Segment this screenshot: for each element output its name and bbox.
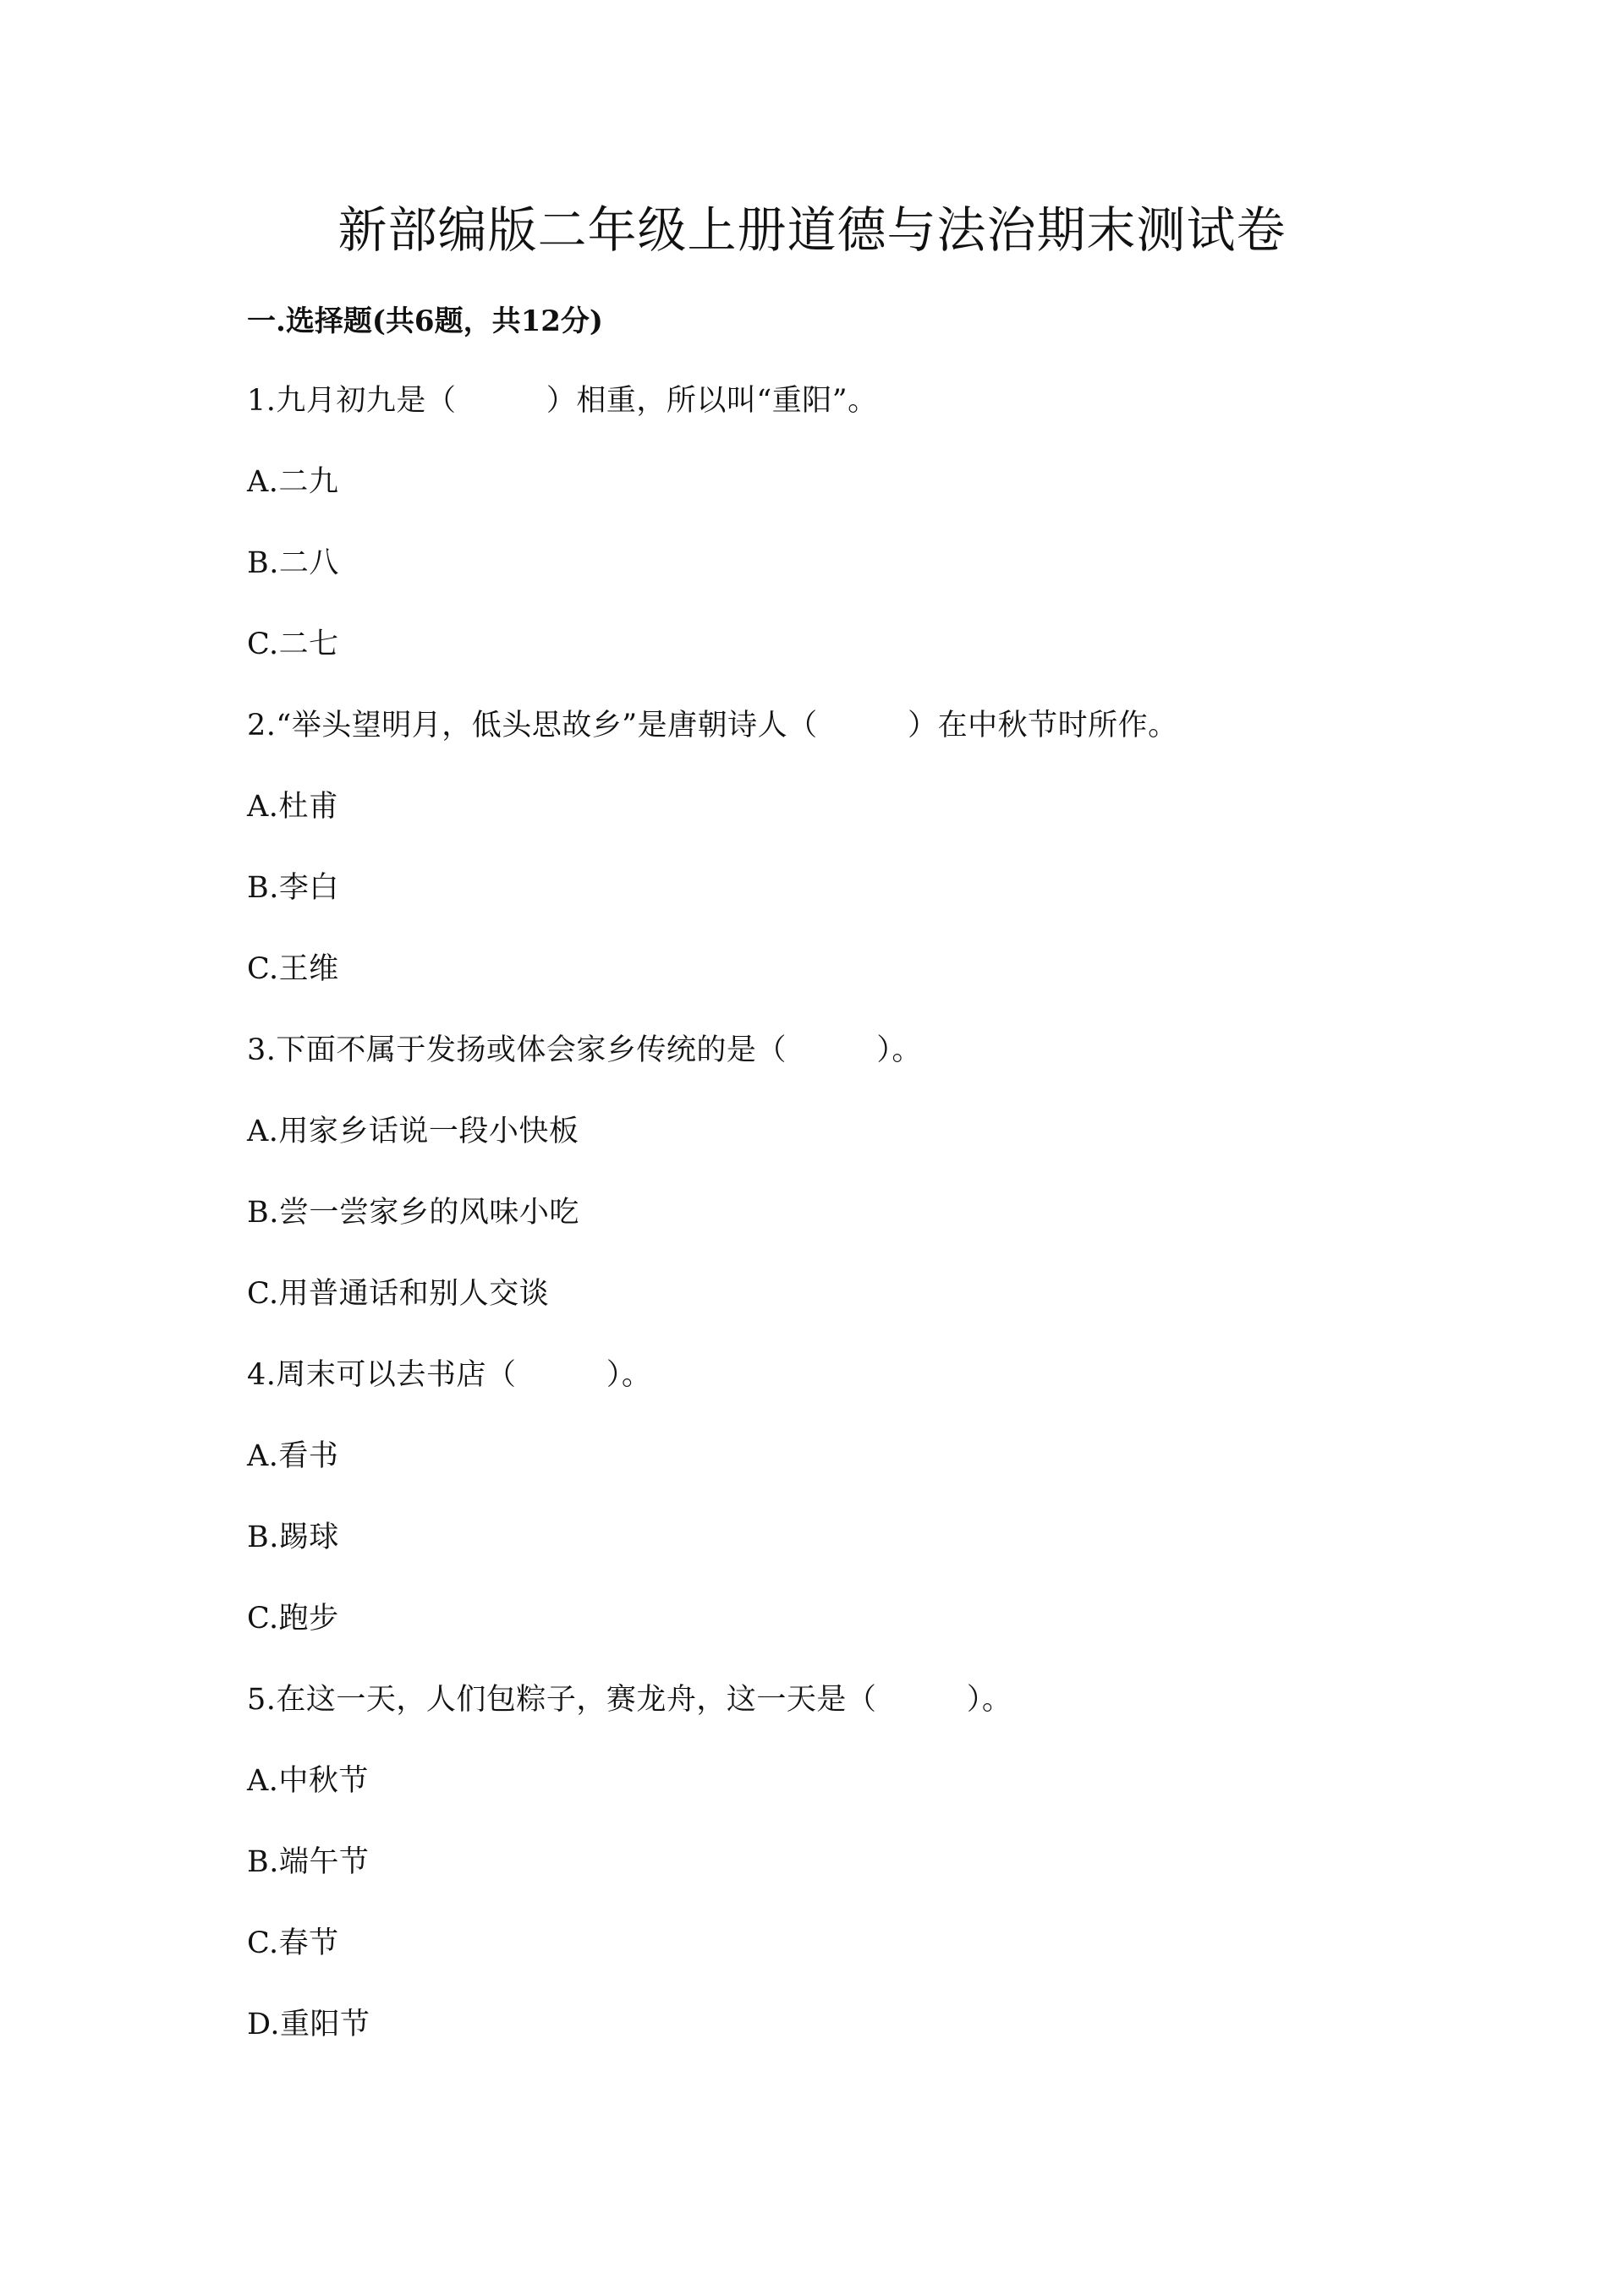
option-c: C.二七 [247,627,339,661]
option-b: B.尝一尝家乡的风味小吃 [247,1196,579,1230]
option-b: B.二八 [247,546,339,580]
option-b: B.李白 [247,871,339,905]
option-c: C.跑步 [247,1602,339,1636]
option-d: D.重阳节 [247,2008,370,2041]
question-stem: 1.九月初九是（ ）相重，所以叫“重阳”。 [247,384,878,418]
option-b: B.踢球 [247,1521,339,1554]
option-a: A.中秋节 [247,1764,369,1798]
question-4 [247,1355,1397,1639]
question-stem: 4.周末可以去书店（ ）。 [247,1358,652,1392]
option-c: C.春节 [247,1926,339,1960]
question-3 [247,1030,1397,1314]
question-5 [247,1680,1397,2045]
option-b: B.端午节 [247,1845,370,1879]
option-c: C.用普通话和别人交谈 [247,1277,550,1311]
section-heading: 一.选择题(共6题，共12分) [247,304,603,338]
question-stem: 2.“举头望明月，低头思故乡”是唐朝诗人（ ）在中秋节时所作。 [247,709,1178,743]
question-2 [247,705,1397,989]
question-stem: 3.下面不属于发扬或体会家乡传统的是（ ）。 [247,1033,922,1067]
option-a: A.用家乡话说一段小快板 [247,1115,579,1148]
question-list [247,381,1397,2085]
option-a: A.杜甫 [247,790,339,824]
option-c: C.王维 [247,952,339,986]
page-title: 新部编版二年级上册道德与法治期末测试卷 [337,201,1287,259]
option-a: A.二九 [247,465,339,499]
question-1 [247,381,1397,665]
option-a: A.看书 [247,1439,339,1473]
question-stem: 5.在这一天，人们包粽子，赛龙舟，这一天是（ ）。 [247,1683,1012,1717]
